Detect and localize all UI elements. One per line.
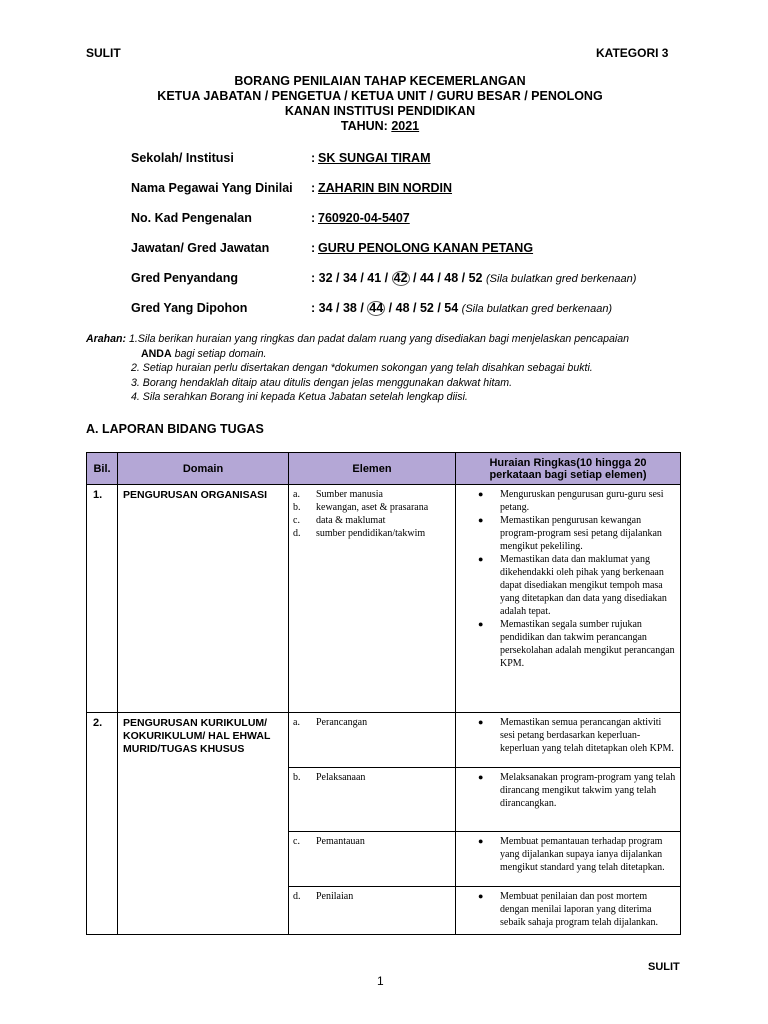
element-key: a. xyxy=(293,717,300,728)
instruction-2: 2. Setiap huraian perlu disertakan dengan *dokumen sokongan yang telah disahkan sebagai bukti. xyxy=(131,362,593,374)
element-text: Pemantauan xyxy=(316,836,365,847)
field-value-nama: ZAHARIN BIN NORDIN xyxy=(318,181,453,195)
laporan-table xyxy=(86,452,681,935)
element-key: d. xyxy=(293,528,301,539)
instruction-1-rest: bagi setiap domain. xyxy=(174,347,267,360)
huraian-text: Menguruskan pengurusan guru-guru sesi petang. xyxy=(500,489,664,513)
element-key: c. xyxy=(293,515,300,526)
element-text: Penilaian xyxy=(316,891,354,902)
huraian-item xyxy=(460,488,676,514)
year-value: 2021 xyxy=(391,119,420,133)
form-title-line2: KETUA JABATAN / PENGETUA / KETUA UNIT / GURU BESAR / PENOLONG xyxy=(157,89,603,103)
element-item xyxy=(293,527,451,540)
col-header-bil: Bil. xyxy=(87,453,118,485)
colon: : xyxy=(311,181,316,195)
element-text: kewangan, aset & prasarana xyxy=(316,502,429,513)
gred-option: 48 xyxy=(444,271,459,285)
table-row xyxy=(87,485,681,713)
page-number: 1 xyxy=(377,974,384,988)
element-key: b. xyxy=(293,772,301,783)
col-header-elemen: Elemen xyxy=(289,453,456,485)
gred-note: (Sila bulatkan gred berkenaan) xyxy=(486,273,637,285)
gred-option-circled: 44 xyxy=(369,301,384,315)
element-item xyxy=(293,501,451,514)
instructions-lead: Arahan: xyxy=(86,333,127,345)
row-number: 1. xyxy=(87,485,118,713)
bullet-icon: ● xyxy=(478,489,484,499)
gred-penyandang-options: : 32 / 34 / 41 / 42 / 44 / 48 / 52 (Sila bulatkan gred berkenaan) xyxy=(311,271,637,285)
gred-option: 52 xyxy=(468,271,483,285)
huraian-text: Membuat penilaian dan post mortem dengan menilai laporan yang diterima sebaik sahaja program telah dijalankan. xyxy=(500,891,658,928)
element-text: Sumber manusia xyxy=(316,489,383,500)
element-item xyxy=(293,488,451,501)
bullet-icon: ● xyxy=(478,717,484,727)
field-label-gred-penyandang: Gred Penyandang xyxy=(131,271,238,285)
gred-option-circled: 42 xyxy=(393,271,408,285)
huraian-text: Membuat pemantauan terhadap program yang dijalankan supaya ianya dijalankan mengikut standard yang telah ditetapkan. xyxy=(500,836,665,873)
gred-option: 38 xyxy=(342,301,357,315)
element-text: Pelaksanaan xyxy=(316,772,366,783)
gred-option: 41 xyxy=(367,271,382,285)
field-value-sekolah: SK SUNGAI TIRAM xyxy=(318,151,431,165)
bullet-icon: ● xyxy=(478,515,484,525)
col-header-huraian: Huraian Ringkas(10 hingga 20 perkataan bagi setiap elemen) xyxy=(456,453,681,485)
huraian-text: Memastikan segala sumber rujukan pendidikan dan takwim perancangan persekolahan adalah mengikut perancangan KPM. xyxy=(500,619,675,669)
row-huraian-cell xyxy=(456,713,681,768)
row-element-cell xyxy=(289,832,456,887)
instruction-1: 1.Sila berikan huraian yang ringkas dan padat dalam ruang yang disediakan bagi menjelaskan pencapaian xyxy=(128,333,630,345)
instructions xyxy=(86,332,686,405)
header-classification: SULIT xyxy=(86,46,121,60)
huraian-text: Memastikan data dan maklumat yang dikehendakki oleh pihak yang berkenaan dapat disediakan mengikut tempoh masa yang ditetapkan dan data yang disediakan adalah tepat. xyxy=(500,554,667,617)
table-header-row xyxy=(87,453,681,485)
bullet-icon: ● xyxy=(478,554,484,564)
bullet-icon: ● xyxy=(478,891,484,901)
gred-option: 52 xyxy=(419,301,434,315)
row-element-cell xyxy=(289,713,456,768)
gred-option: 32 xyxy=(318,271,333,285)
field-label-kad: No. Kad Pengenalan xyxy=(131,211,252,225)
field-value-kad: 760920-04-5407 xyxy=(318,211,410,225)
row-elements xyxy=(289,485,456,713)
row-domain: PENGURUSAN KURIKULUM/ KOKURIKULUM/ HAL EHWAL MURID/TUGAS KHUSUS xyxy=(118,713,289,935)
gred-note: (Sila bulatkan gred berkenaan) xyxy=(461,303,613,315)
gred-options-list: 32 / 34 / 41 / 42 / 44 / 48 / 52 xyxy=(318,271,483,285)
bullet-icon: ● xyxy=(478,619,484,629)
element-key: a. xyxy=(293,489,300,500)
field-label-gred-dipohon: Gred Yang Dipohon xyxy=(131,301,248,315)
gred-option: 44 xyxy=(419,271,434,285)
section-title: A. LAPORAN BIDANG TUGAS xyxy=(86,422,264,436)
huraian-text: Memastikan semua perancangan aktiviti sesi petang berdasarkan keperluan-keperluan yang telah ditetapkan oleh KPM. xyxy=(500,717,674,754)
instruction-3: 3. Borang hendaklah ditaip atau ditulis dengan jelas menggunakan dakwat hitam. xyxy=(131,376,513,389)
element-key: b. xyxy=(293,502,301,513)
huraian-item xyxy=(460,514,676,553)
element-text: sumber pendidikan/takwim xyxy=(316,528,426,539)
footer-classification: SULIT xyxy=(648,961,680,973)
huraian-item xyxy=(460,618,676,670)
field-value-jawatan: GURU PENOLONG KANAN PETANG xyxy=(318,241,534,255)
colon: : xyxy=(311,241,316,255)
col-header-domain: Domain xyxy=(118,453,289,485)
huraian-list xyxy=(456,485,680,670)
row-number: 2. xyxy=(87,713,118,935)
table-row xyxy=(87,713,681,768)
row-huraian-cell xyxy=(456,768,681,832)
instruction-1-emphasis: ANDA xyxy=(141,347,172,360)
row-huraian xyxy=(456,485,681,713)
element-key: d. xyxy=(293,891,301,902)
row-domain: PENGURUSAN ORGANISASI xyxy=(118,485,289,713)
element-text: data & maklumat xyxy=(316,515,386,526)
row-huraian-cell xyxy=(456,832,681,887)
field-label-nama: Nama Pegawai Yang Dinilai xyxy=(131,181,293,195)
form-title-line1: BORANG PENILAIAN TAHAP KECEMERLANGAN xyxy=(234,74,526,88)
form-year xyxy=(0,119,760,134)
element-list xyxy=(289,485,455,540)
gred-option: 48 xyxy=(395,301,410,315)
row-element-cell xyxy=(289,887,456,935)
huraian-item xyxy=(460,553,676,618)
gred-option: 54 xyxy=(444,301,459,315)
colon: : xyxy=(311,211,316,225)
instruction-4: 4. Sila serahkan Borang ini kepada Ketua Jabatan setelah lengkap diisi. xyxy=(131,391,468,403)
huraian-text: Memastikan pengurusan kewangan program-program sesi petang dijalankan mengikut pekeliling. xyxy=(500,515,662,552)
form-title-line3: KANAN INSTITUSI PENDIDIKAN xyxy=(284,104,476,118)
field-label-sekolah: Sekolah/ Institusi xyxy=(131,151,234,165)
gred-dipohon-options: : 34 / 38 / 44 / 48 / 52 / 54 (Sila bulatkan gred berkenaan) xyxy=(311,301,613,315)
gred-option: 34 xyxy=(342,271,357,285)
colon: : xyxy=(311,151,316,165)
gred-option: 34 xyxy=(318,301,333,315)
bullet-icon: ● xyxy=(478,772,484,782)
huraian-text: Melaksanakan program-program yang telah dirancang mengikut takwim yang telah dirancangkan. xyxy=(500,772,676,809)
header-category: KATEGORI 3 xyxy=(596,46,669,60)
row-huraian-cell xyxy=(456,887,681,935)
gred-options-list: 34 / 38 / 44 / 48 / 52 / 54 xyxy=(318,301,459,315)
bullet-icon: ● xyxy=(478,836,484,846)
field-label-jawatan: Jawatan/ Gred Jawatan xyxy=(131,241,270,255)
year-label: TAHUN: xyxy=(340,119,388,133)
element-key: c. xyxy=(293,836,300,847)
row-element-cell xyxy=(289,768,456,832)
element-text: Perancangan xyxy=(316,717,368,728)
element-item xyxy=(293,514,451,527)
